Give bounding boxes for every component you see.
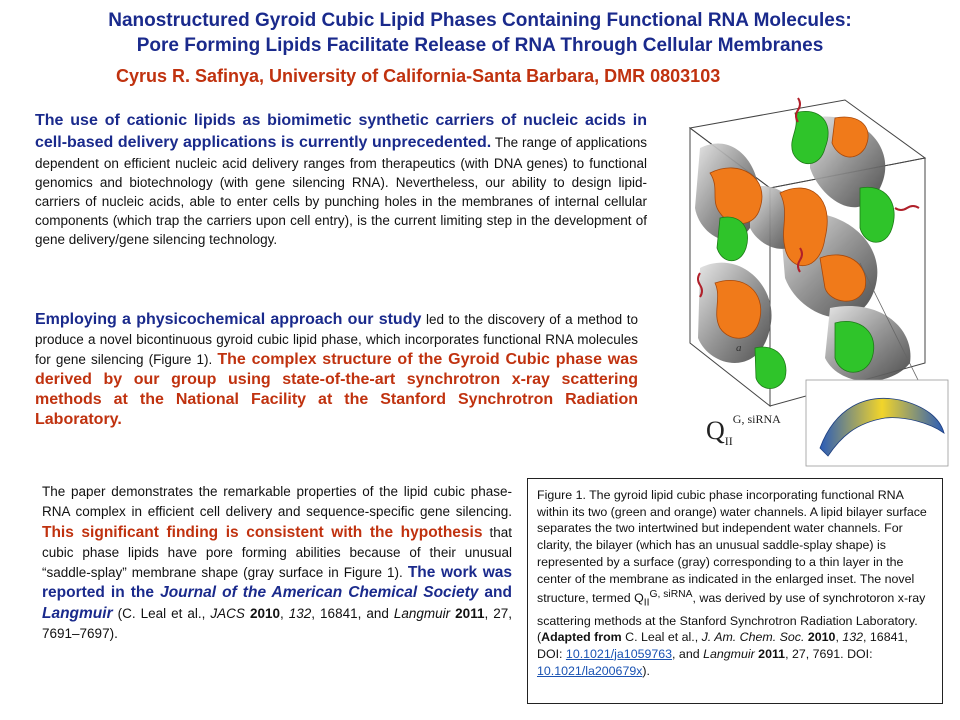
caption-adapted: Adapted from [541,630,622,645]
caption-text9: , 27, 7691. DOI: [785,646,873,661]
cite-b: , [280,605,289,621]
caption-text10: ). [642,663,650,678]
cite-c: , 16841, and [311,605,394,621]
findings-highlight1: This significant finding is consistent with the hypothesis [42,523,483,541]
caption-year1: 2010 [807,630,836,645]
title-line-2: Pore Forming Lipids Facilitate Release of RNA Through Cellular Membranes [136,35,824,56]
cite-year1: 2010 [249,605,280,621]
findings-paragraph [42,482,512,644]
intro-lead: The use of cationic lipids as biomimetic synthetic carriers of nucleic acids in cell-based delivery applications is currently unprecedented. [35,112,647,151]
approach-highlight: The complex structure of the Gyroid Cubic phase was derived by our group using state-of-the-art synchrotron x-ray scattering methods at the National Facility at the Stanford Synchrotron Radiation Laboratory. [35,351,638,428]
doi-link-1[interactable]: 10.1021/ja1059763 [565,646,673,661]
caption-vol1: 132 [842,630,864,645]
caption-text5: , [835,630,843,645]
doi-link-2[interactable]: 10.1021/la200679x [537,663,643,678]
caption-text6: , 16841, DOI: [537,630,908,661]
cite-jacs: JACS [210,605,245,621]
author-line: Cyrus R. Safinya, University of California-Santa Barbara, DMR 0803103 [116,66,721,86]
findings-journal1: Journal of the American Chemical Society [160,584,479,602]
cite-e: , 27, 7691–7697). [42,605,512,642]
phase-label [706,412,781,449]
approach-lead: Employing a physicochemical approach our study [35,311,422,328]
phase-label-sup: G, siRNA [732,412,781,427]
findings-highlight2b: and [478,584,512,602]
cite-year2: 2011 [455,605,485,621]
caption-sub: II [643,597,650,609]
findings-journal2: Langmuir [42,604,113,622]
findings-highlight2a: The work was reported in the [42,564,512,602]
findings-part1: The paper demonstrates the remarkable properties of the lipid cubic phase-RNA complex in efficient cell delivery and sequence-specific gene silencing. [42,484,512,520]
gyroid-figure [660,88,950,468]
findings-part2: that cubic phase lipids have pore forming abilities because of their unusual “saddle-splay” membrane shape (gray surface in Figure 1). [42,524,512,581]
phase-label-q: Q [706,416,725,445]
caption-text3: C. Leal et al., [621,630,702,645]
cite-vol1: 132 [288,605,312,621]
caption-text2: , was derived by use of synchrotoron x-ray scattering methods at the Stanford Synchrotron Radiation Laboratory. ( [537,591,926,645]
figure-caption [527,478,943,704]
caption-text7: , and [672,646,704,661]
caption-year2: 2011 [758,646,786,661]
title-line-1: Nanostructured Gyroid Cubic Lipid Phases Containing Functional RNA Molecules: [108,10,852,31]
bilayer-inset [806,380,948,466]
axis-label-a: a [736,342,742,354]
cite-a: (C. Leal et al., [112,605,211,621]
phase-label-sub: II [724,434,733,449]
intro-body: The range of applications dependent on efficient nucleic acid delivery ranges from therapeutics (with DNA genes) to functional genomics and biotechnology (with gene silencing RNA). Nevertheless, our ability to design lipid-carriers of nucleic acids, able to enter cells by punching holes in the membranes of internal cellular components (which trap the carriers upon cell entry), is the current limiting step in the development of gene delivery/gene silencing technology. [35,135,647,247]
caption-text1: Figure 1. The gyroid lipid cubic phase incorporating functional RNA within its two (green and orange) water channels. A lipid bilayer surface separates the two intertwined but independent water channels. For clarity, the bilayer (which has an unusual saddle-splay shape) is represented by a surface (gray) corresponding to a thin layer in the center of the membrane as indicated in the enlarged inset. The novel structure, termed Q [537,488,927,606]
cite-langmuir: Langmuir [393,605,451,621]
caption-journal: J. Am. Chem. Soc. [701,630,805,645]
approach-paragraph [35,310,638,430]
caption-sup: G, siRNA [649,589,693,601]
intro-paragraph [35,110,647,249]
caption-langmuir: Langmuir [703,646,755,661]
approach-body: led to the discovery of a method to produce a novel bicontinuous gyroid cubic lipid phase, which incorporates functional RNA molecules for gene silencing (Figure 1). [35,312,638,367]
